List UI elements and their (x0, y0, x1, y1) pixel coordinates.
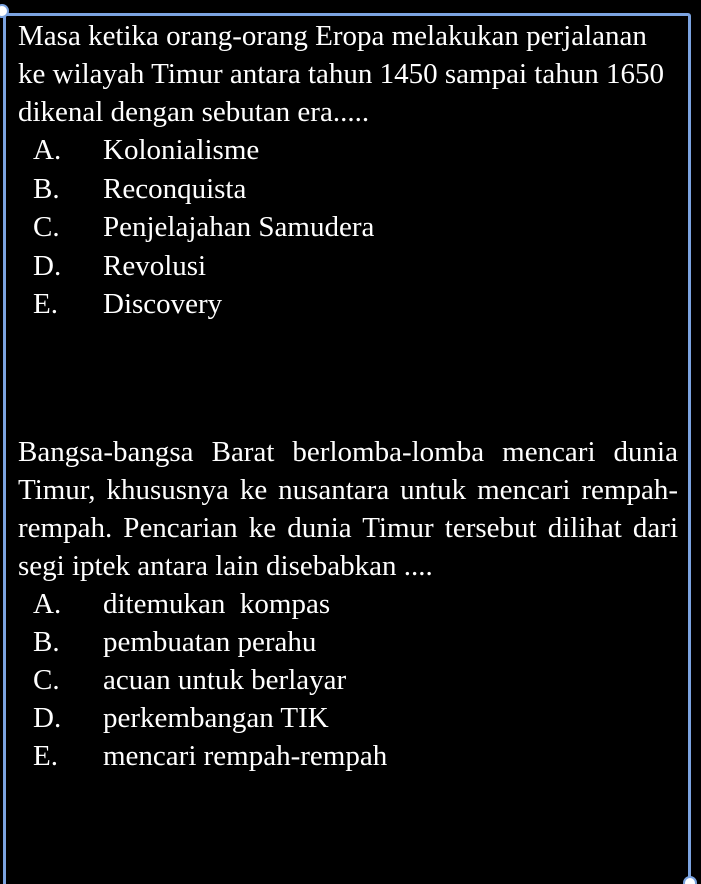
option-text: pembuatan perahu (103, 626, 317, 658)
question-2 (18, 433, 678, 775)
option-item (18, 170, 678, 209)
option-item (18, 585, 678, 623)
option-item (18, 661, 678, 699)
option-letter: A. (33, 588, 62, 620)
option-text: Kolonialisme (103, 134, 260, 166)
option-item (18, 623, 678, 661)
option-text: acuan untuk berlayar (103, 664, 347, 696)
option-text: Reconquista (103, 172, 247, 205)
resize-handle-bottom-right[interactable] (683, 876, 697, 884)
option-item (18, 737, 678, 775)
option-letter: C. (33, 664, 60, 696)
option-item (18, 699, 678, 737)
option-item (18, 247, 678, 286)
question-1 (18, 17, 678, 324)
option-item (18, 208, 678, 247)
question-2-text: Bangsa-bangsa Barat berlomba-lomba mencari dunia Timur, khususnya ke nusantara untuk mencari rempah-rempah. Pencarian ke dunia Timur tersebut dilihat dari segi iptek antara lain disebabkan .... (18, 436, 678, 582)
option-letter: A. (33, 134, 62, 166)
question-1-text: Masa ketika orang-orang Eropa melakukan perjalanan ke wilayah Timur antara tahun 1450 sampai tahun 1650 dikenal dengan sebutan era..... (18, 20, 664, 128)
option-text: perkembangan TIK (103, 702, 329, 734)
option-letter: B. (33, 172, 60, 205)
option-item (18, 285, 678, 324)
option-text: ditemukan kompas (103, 588, 331, 620)
option-letter: E. (33, 740, 58, 772)
option-item (18, 131, 678, 170)
question-1-options (18, 131, 678, 324)
option-text: Penjelajahan Samudera (103, 211, 375, 243)
option-letter: C. (33, 211, 60, 243)
option-letter: D. (33, 249, 62, 282)
option-letter: D. (33, 702, 62, 734)
option-text: mencari rempah-rempah (103, 740, 388, 772)
question-2-options (18, 585, 678, 775)
option-letter: B. (33, 626, 60, 658)
option-letter: E. (33, 288, 58, 320)
option-text: Discovery (103, 288, 223, 320)
option-text: Revolusi (103, 249, 207, 282)
